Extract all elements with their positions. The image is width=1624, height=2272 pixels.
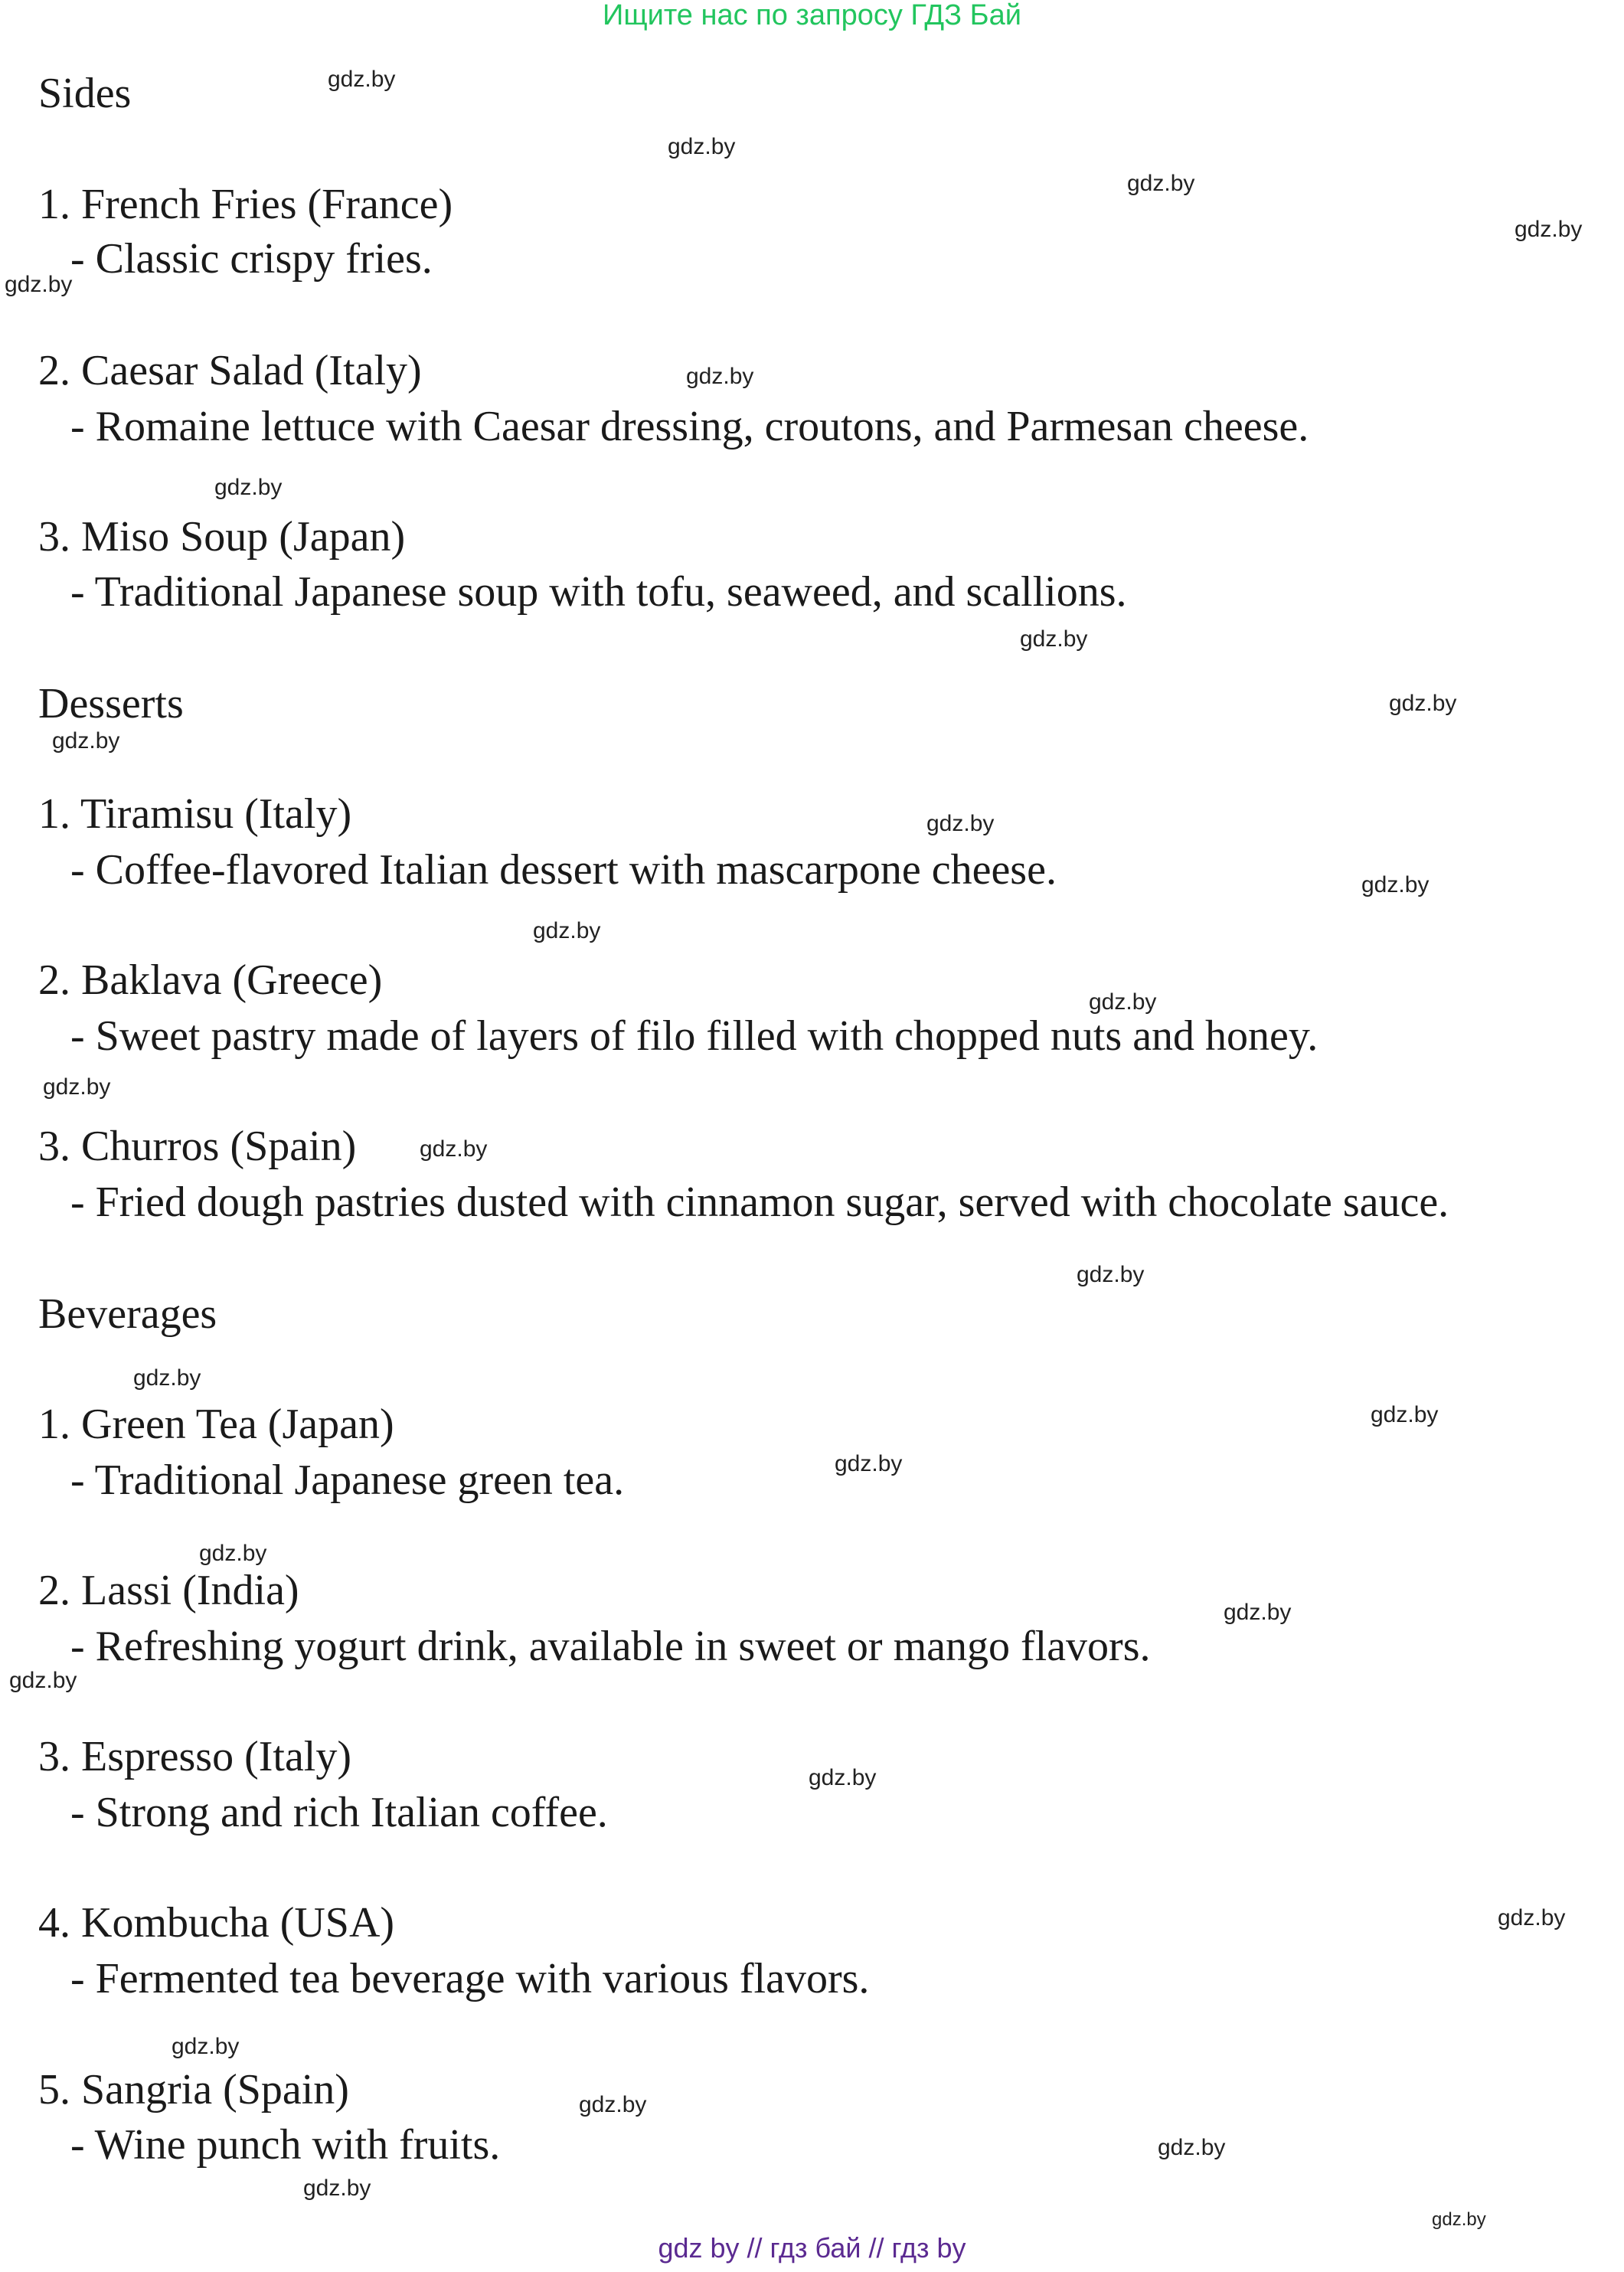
watermark: gdz.by [686,364,754,389]
item-name: 2. Lassi (India) [38,1567,299,1614]
item-description: - Traditional Japanese soup with tofu, seaweed, and scallions. [70,568,1127,616]
watermark: gdz.by [809,1765,877,1790]
watermark: gdz.by [133,1365,201,1391]
item-description: - Sweet pastry made of layers of filo filled with chopped nuts and honey. [70,1012,1318,1060]
watermark: gdz.by [1389,691,1457,716]
section-title-sides: Sides [38,70,132,117]
watermark: gdz.by [926,811,995,836]
watermark: gdz.by [303,2176,371,2201]
watermark: gdz.by [214,475,283,500]
footer-links: gdz by // гдз бай // гдз by [658,2232,966,2264]
item-name: 3. Espresso (Italy) [38,1733,352,1780]
watermark: gdz.by [1371,1402,1439,1427]
watermark: gdz.by [1158,2135,1226,2160]
watermark: gdz.by [1020,626,1088,652]
item-description: - Wine punch with fruits. [70,2121,501,2169]
watermark: gdz.by [533,918,601,943]
item-name: 4. Kombucha (USA) [38,1899,395,1947]
watermark: gdz.by [328,67,396,92]
item-description: - Fermented tea beverage with various flavors. [70,1955,870,2002]
item-name: 2. Baklava (Greece) [38,956,383,1004]
item-name: 1. Green Tea (Japan) [38,1401,394,1448]
watermark: gdz.by [52,728,120,754]
item-name: 1. Tiramisu (Italy) [38,790,352,838]
item-name: 2. Caesar Salad (Italy) [38,347,422,394]
item-name: 5. Sangria (Spain) [38,2066,349,2113]
watermark: gdz.by [1515,217,1583,242]
watermark: gdz.by [1089,989,1157,1015]
watermark: gdz.by [199,1541,267,1566]
watermark: gdz.by [1432,2209,1486,2230]
item-name: 3. Miso Soup (Japan) [38,513,406,561]
watermark: gdz.by [9,1668,77,1693]
item-description: - Romaine lettuce with Caesar dressing, croutons, and Parmesan cheese. [70,403,1309,450]
top-banner: Ищите нас по запросу ГДЗ Бай [603,0,1021,31]
watermark: gdz.by [579,2092,647,2117]
watermark: gdz.by [1498,1905,1566,1930]
section-title-beverages: Beverages [38,1290,217,1338]
item-description: - Strong and rich Italian coffee. [70,1789,608,1836]
watermark: gdz.by [835,1451,903,1476]
watermark: gdz.by [668,134,736,159]
item-description: - Refreshing yogurt drink, available in sweet or mango flavors. [70,1623,1151,1670]
item-description: - Coffee-flavored Italian dessert with mascarpone cheese. [70,846,1057,894]
item-description: - Traditional Japanese green tea. [70,1456,625,1504]
watermark: gdz.by [420,1136,488,1162]
section-title-desserts: Desserts [38,680,184,727]
item-name: 1. French Fries (France) [38,181,453,228]
watermark: gdz.by [1224,1600,1292,1625]
item-description: - Fried dough pastries dusted with cinnamon sugar, served with chocolate sauce. [70,1178,1449,1226]
watermark: gdz.by [1361,872,1430,897]
watermark: gdz.by [1127,171,1195,196]
watermark: gdz.by [172,2034,240,2059]
item-description: - Classic crispy fries. [70,235,433,283]
item-name: 3. Churros (Spain) [38,1123,357,1170]
watermark: gdz.by [43,1074,111,1100]
watermark: gdz.by [5,272,73,297]
watermark: gdz.by [1077,1262,1145,1287]
